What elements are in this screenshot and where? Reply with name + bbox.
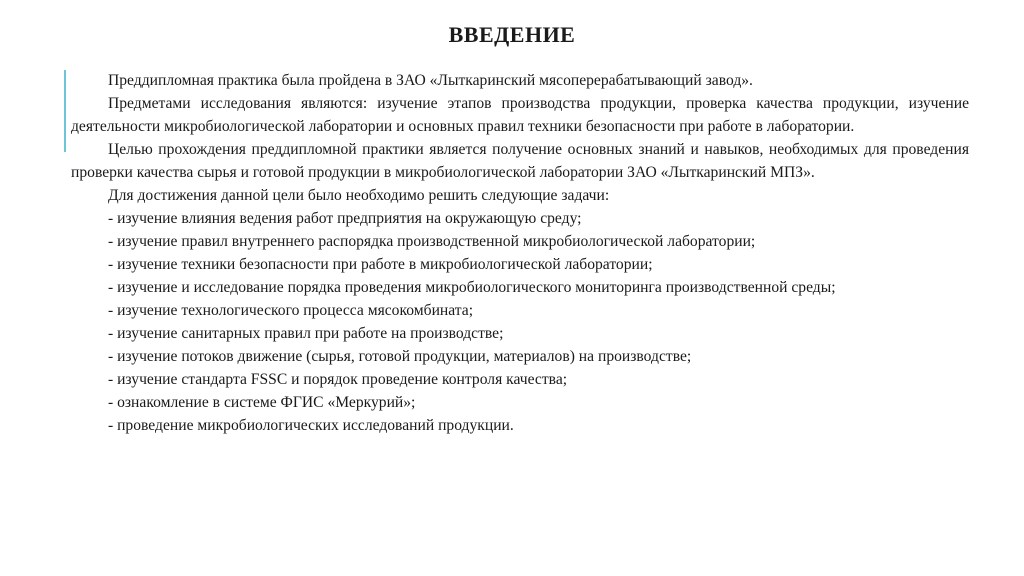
list-item: - изучение правил внутреннего распорядка производственной микробиологической лаборатории; (108, 233, 756, 250)
list-item: - изучение влияния ведения работ предприятия на окружающую среду; (108, 210, 582, 227)
paragraph-practice-location: Преддипломная практика была пройдена в ЗАО «Лыткаринский мясоперерабатывающий завод». (108, 72, 753, 89)
list-item: - изучение техники безопасности при работе в микробиологической лаборатории; (108, 256, 653, 273)
list-item: - изучение санитарных правил при работе на производстве; (108, 325, 504, 342)
paragraph-tasks-intro: Для достижения данной цели было необходимо решить следующие задачи: (108, 187, 610, 204)
page-title: ВВЕДЕНИЕ (448, 22, 576, 47)
list-item: - ознакомление в системе ФГИС «Меркурий»; (108, 394, 416, 411)
paragraph-research-subjects: Предметами исследования являются: изучение этапов производства продукции, проверка качества продукции, изучение деятельности микробиологической лаборатории и основных правил техники безопасности при работе в лаборатории. (71, 95, 969, 135)
list-item: - проведение микробиологических исследований продукции. (108, 417, 514, 434)
paragraph-practice-goal: Целью прохождения преддипломной практики является получение основных знаний и навыков, необходимых для проведения проверки качества сырья и готовой продукции в микробиологической лаборатории ЗАО «Лыткаринский МПЗ». (71, 141, 969, 181)
document-body (71, 69, 969, 437)
list-item: - изучение стандарта FSSC и порядок проведение контроля качества; (108, 371, 568, 388)
list-item: - изучение и исследование порядка проведения микробиологического мониторинга производственной среды; (108, 279, 836, 296)
list-item: - изучение потоков движение (сырья, готовой продукции, материалов) на производстве; (108, 348, 692, 365)
list-item: - изучение технологического процесса мясокомбината; (108, 302, 474, 319)
accent-bar (64, 70, 66, 152)
